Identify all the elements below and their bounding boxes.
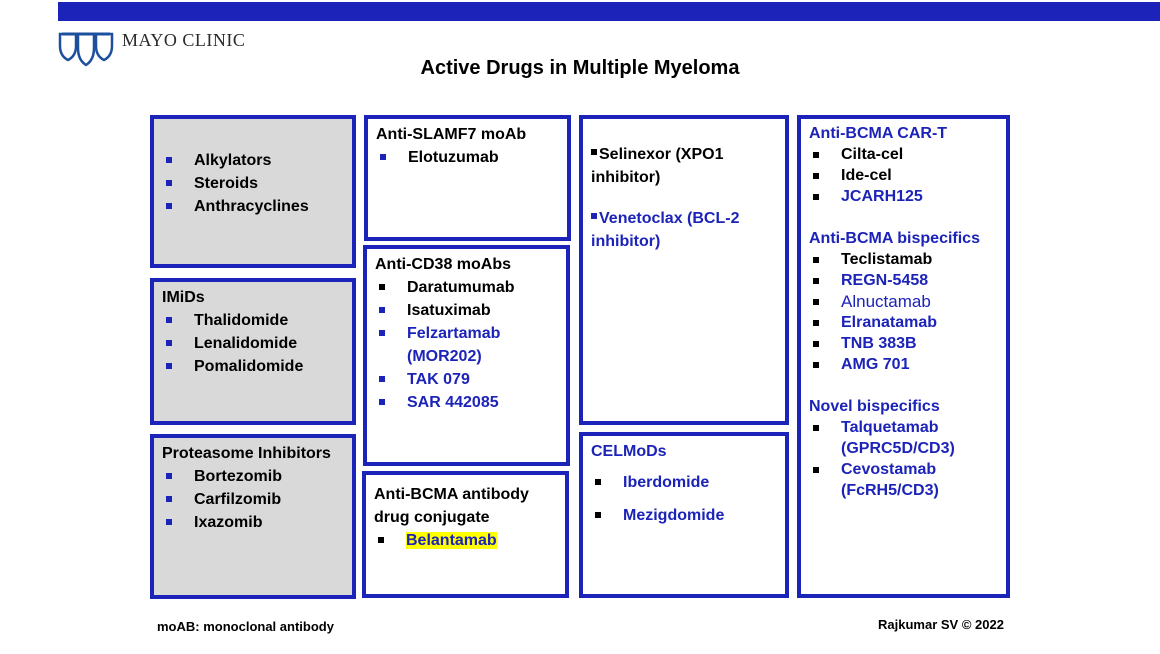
group-heading: Anti-BCMA bispecifics: [809, 230, 980, 247]
list-item: Cilta-cel: [809, 144, 998, 165]
box-heading: Anti-CD38 moAbs: [375, 256, 512, 273]
list-item: Elotuzumab: [376, 146, 559, 169]
list-item: Bortezomib: [162, 465, 344, 488]
box-anti-bcma-adc: [362, 471, 569, 598]
box-anti-cd38: [363, 245, 570, 466]
footnote: moAB: monoclonal antibody: [157, 619, 334, 634]
group-heading: Novel bispecifics: [809, 398, 940, 415]
slide-title: Active Drugs in Multiple Myeloma: [420, 57, 740, 79]
box-heading: Anti-BCMA antibody drug conjugate: [374, 486, 529, 526]
top-accent-bar: [58, 2, 1160, 21]
list-item: AMG 701: [809, 354, 998, 375]
list-item: Isatuximab: [375, 299, 558, 322]
highlighted-drug: Belantamab: [406, 532, 497, 549]
box-heading: Proteasome Inhibitors: [162, 445, 331, 462]
list-item: REGN-5458: [809, 270, 998, 291]
brand-name: MAYO CLINIC: [122, 30, 246, 50]
list-item: Mezigdomide: [591, 504, 777, 527]
list-item: Talquetamab (GPRC5D/CD3): [809, 417, 998, 459]
list-item: JCARH125: [809, 186, 998, 207]
list-item: Steroids: [162, 172, 344, 195]
box-heading: IMiDs: [162, 289, 205, 306]
venetoclax-item: Venetoclax (BCL-2 inhibitor): [591, 210, 740, 250]
list-item: Felzartamab (MOR202): [375, 322, 558, 368]
box-anti-bcma: [797, 115, 1010, 598]
list-item: Alkylators: [162, 149, 344, 172]
list-item: Lenalidomide: [162, 332, 344, 355]
box-celmods: [579, 432, 789, 598]
list-item: Thalidomide: [162, 309, 344, 332]
box-proteasome-inhibitors: [150, 434, 356, 599]
list-item: Teclistamab: [809, 249, 998, 270]
selinexor-item: Selinexor (XPO1 inhibitor): [591, 146, 724, 186]
list-item: Carfilzomib: [162, 488, 344, 511]
list-item: SAR 442085: [375, 391, 558, 414]
box-heading: CELMoDs: [591, 443, 667, 460]
box-imids: [150, 278, 356, 425]
box-anti-slamf7: [364, 115, 571, 241]
list-item: Ixazomib: [162, 511, 344, 534]
list-item: Pomalidomide: [162, 355, 344, 378]
group-heading: Anti-BCMA CAR-T: [809, 125, 948, 142]
list-item: Alnuctamab: [809, 291, 998, 312]
box-conventional-agents: [150, 115, 356, 268]
box-other-agents: [579, 115, 789, 425]
box-heading: Anti-SLAMF7 moAb: [376, 126, 527, 143]
list-item: Ide-cel: [809, 165, 998, 186]
credit: Rajkumar SV © 2022: [878, 617, 1004, 632]
list-item: TAK 079: [375, 368, 558, 391]
list-item: Anthracyclines: [162, 195, 344, 218]
list-item: [374, 529, 557, 552]
list-item: Elranatamab: [809, 312, 998, 333]
list-item: Cevostamab (FcRH5/CD3): [809, 459, 998, 501]
list-item: Iberdomide: [591, 471, 777, 494]
list-item: TNB 383B: [809, 333, 998, 354]
list-item: Daratumumab: [375, 276, 558, 299]
